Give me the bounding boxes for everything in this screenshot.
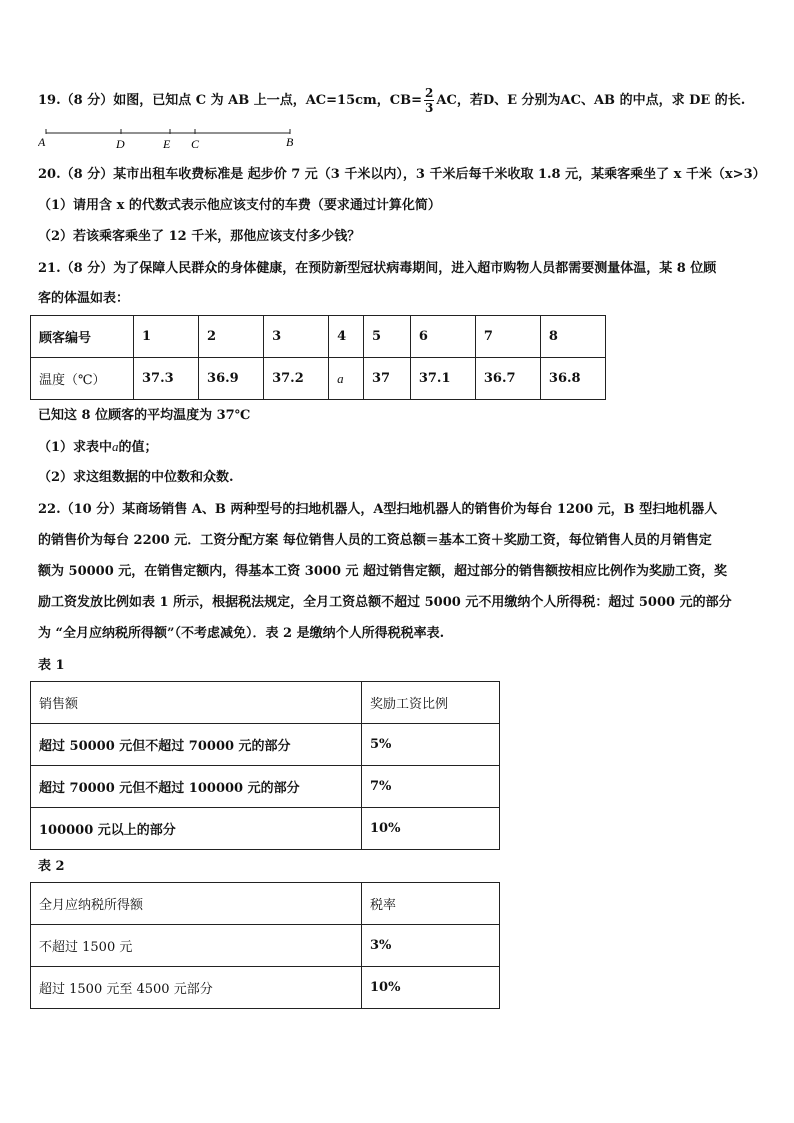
q19-text-b: AC，若D、E 分别为AC、AB 的中点，求 DE 的长. (436, 93, 746, 108)
q22-line1: 22.（10 分）某商场销售 A、B 两种型号的扫地机器人，A型扫地机器人的销售价为每台 1200 元，B 型扫地机器人 (38, 502, 718, 517)
bonus-ratio-table (30, 681, 500, 850)
q21-line4-b: 的值； (118, 440, 158, 455)
table-cell: 4 (329, 316, 364, 358)
table-cell: 37.3 (134, 358, 199, 400)
table-cell: 3% (362, 925, 500, 967)
q20-line1: 20.（8 分）某市出租车收费标准是 起步价 7 元（3 千米以内），3 千米后每千米收取 1.8 元，某乘客乘坐了 x 千米（x>3） (38, 167, 766, 182)
table-cell: 36.8 (540, 358, 605, 400)
table-row (31, 724, 500, 766)
table-cell: 37.2 (264, 358, 329, 400)
point-d-label: D (116, 137, 125, 151)
table-cell: 5% (362, 724, 500, 766)
table-cell: 100000 元以上的部分 (31, 808, 362, 850)
q22-line2: 的销售价为每台 2200 元．工资分配方案 每位销售人员的工资总额＝基本工资＋奖励工资，每位销售人员的月销售定 (38, 533, 712, 548)
table-cell: 税率 (362, 883, 500, 925)
q21-line2: 客的体温如表： (38, 291, 130, 306)
table-cell: 10% (362, 808, 500, 850)
point-b-label: B (286, 135, 294, 149)
q21-line4 (38, 437, 158, 458)
temperature-table (30, 315, 606, 400)
q21-line5: （2）求这组数据的中位数和众数. (38, 470, 234, 485)
point-a-label: A (38, 135, 46, 149)
table-cell: 5 (363, 316, 410, 358)
table-row (31, 925, 500, 967)
table-cell: 10% (362, 967, 500, 1009)
table-cell: 8 (540, 316, 605, 358)
q21-line1: 21.（8 分）为了保障人民群众的身体健康，在预防新型冠状病毒期间，进入超市购物人员都需要测量体温，某 8 位顾 (38, 261, 717, 276)
q22-line5: 为 “全月应纳税所得额”（不考虑减免）．表 2 是缴纳个人所得税税率表. (38, 626, 445, 641)
table-cell: 超过 70000 元但不超过 100000 元的部分 (31, 766, 362, 808)
table1-title: 表 1 (38, 658, 65, 673)
table-cell: 2 (199, 316, 264, 358)
q21-line3: 已知这 8 位顾客的平均温度为 37℃ (38, 408, 251, 423)
table-row (31, 883, 500, 925)
tax-rate-table (30, 882, 500, 1009)
table-cell: 1 (134, 316, 199, 358)
q19-text (38, 86, 745, 115)
table-cell: 温度（℃） (31, 358, 134, 400)
table-row (31, 808, 500, 850)
table-cell: 36.9 (199, 358, 264, 400)
table-cell: 6 (410, 316, 475, 358)
q21-variable-a: a (112, 439, 119, 454)
table-cell: 7% (362, 766, 500, 808)
table-cell: 超过 1500 元至 4500 元部分 (31, 967, 362, 1009)
table-cell: a (329, 358, 364, 400)
table-cell: 3 (264, 316, 329, 358)
table-cell: 销售额 (31, 682, 362, 724)
point-c-label: C (191, 137, 200, 151)
q19-frac-num: 2 (425, 86, 434, 100)
table-cell: 奖励工资比例 (362, 682, 500, 724)
q19-frac-den: 3 (425, 101, 434, 115)
table-cell: 超过 50000 元但不超过 70000 元的部分 (31, 724, 362, 766)
table-row (31, 682, 500, 724)
q20-line2: （1）请用含 x 的代数式表示他应该支付的车费（要求通过计算化简） (38, 198, 441, 213)
table-row (31, 358, 606, 400)
q22-line4: 励工资发放比例如表 1 所示，根据税法规定，全月工资总额不超过 5000 元不用缴纳个人所得税：超过 5000 元的部分 (38, 595, 732, 610)
table-cell: 不超过 1500 元 (31, 925, 362, 967)
q20-line3: （2）若该乘客乘坐了 12 千米，那他应该支付多少钱？ (38, 229, 361, 244)
table-cell: 37.1 (410, 358, 475, 400)
table-row (31, 316, 606, 358)
table-row (31, 967, 500, 1009)
table-row (31, 766, 500, 808)
table-cell: 全月应纳税所得额 (31, 883, 362, 925)
table-cell: 顾客编号 (31, 316, 134, 358)
table-cell: 36.7 (475, 358, 540, 400)
q19-text-a: 19.（8 分）如图，已知点 C 为 AB 上一点，AC=15cm，CB= (38, 93, 423, 108)
q19-fraction (424, 86, 434, 115)
segment-diagram (38, 126, 308, 154)
table-cell: 37 (363, 358, 410, 400)
point-e-label: E (163, 137, 171, 151)
q22-line3: 额为 50000 元，在销售定额内，得基本工资 3000 元 超过销售定额，超过部分的销售额按相应比例作为奖励工资，奖 (38, 564, 728, 579)
q21-line4-a: （1）求表中 (38, 440, 113, 455)
table2-title: 表 2 (38, 859, 65, 874)
table-cell: 7 (475, 316, 540, 358)
